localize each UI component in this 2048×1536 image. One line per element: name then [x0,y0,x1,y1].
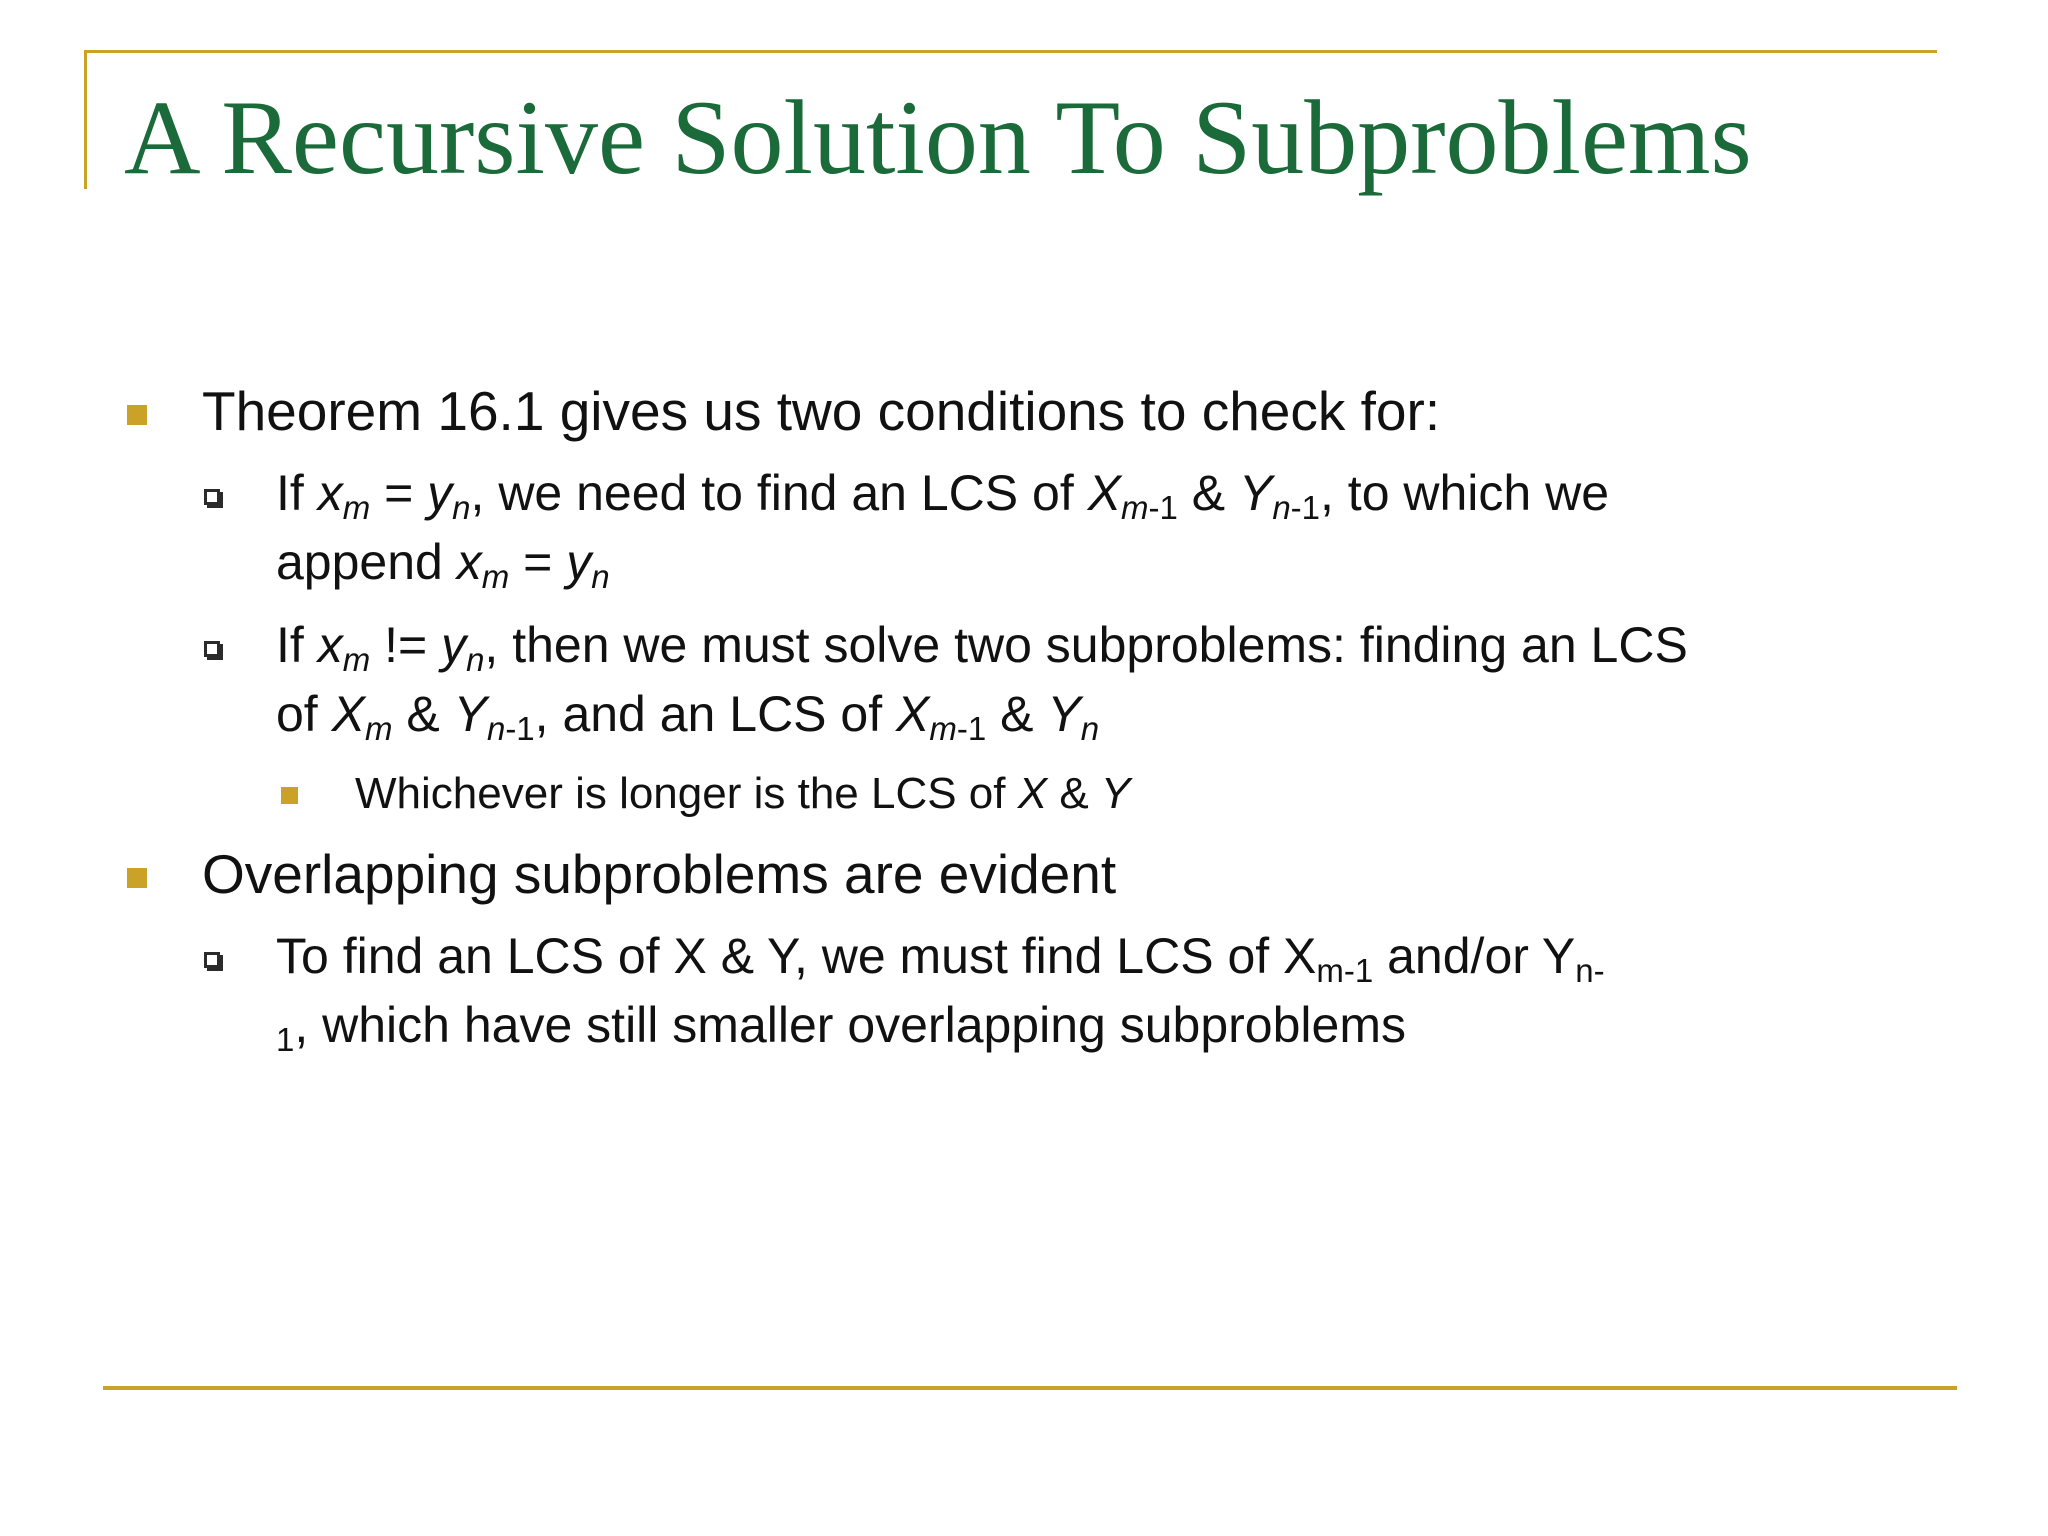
bullet-overlapping-subproblems: Overlapping subproblems are evident [202,843,1117,905]
slide-title: A Recursive Solution To Subproblems [124,79,1752,196]
bullet-unequal-case-line-2: of $X_m$ & $Y_{n-1}$, and an LCS of $X_{m-1}$ & $Y_n$ [276,686,1100,748]
bullet-theorem-conditions: Theorem 16.1 gives us two conditions to check for: [202,380,1441,442]
bottom-accent-rule [103,1386,1957,1390]
bullet-find-lcs-line-2: $_1$, which have still smaller overlapping subproblems [276,997,1406,1059]
top-accent-rule [84,50,1937,53]
square-bullet-icon [127,868,147,888]
square-bullet-icon [281,787,298,804]
bullet-equal-case-line-2: append $x_m = y_n$ [276,534,610,596]
bullet-unequal-case-line-1: If $x_m$ != $y_n$, then we must solve two subproblems: finding an LCS [276,617,1688,679]
bullet-equal-case-line-1: If $x_m = y_n$, we need to find an LCS of $X_{m-1}$ & $Y_{n-1}$, to which we [276,465,1610,527]
square-bullet-icon [127,405,147,425]
checkbox-bullet-icon [204,489,220,505]
left-accent-rule [84,50,87,189]
bullet-find-lcs-line-1: To find an LCS of X & Y, we must find LCS of $X_{m-1}$ and/or $Y_{n-}$ [276,928,1605,990]
bullet-longer-lcs: Whichever is longer is the LCS of X & Y [355,769,1131,818]
checkbox-bullet-icon [204,641,220,657]
checkbox-bullet-icon [204,952,220,968]
